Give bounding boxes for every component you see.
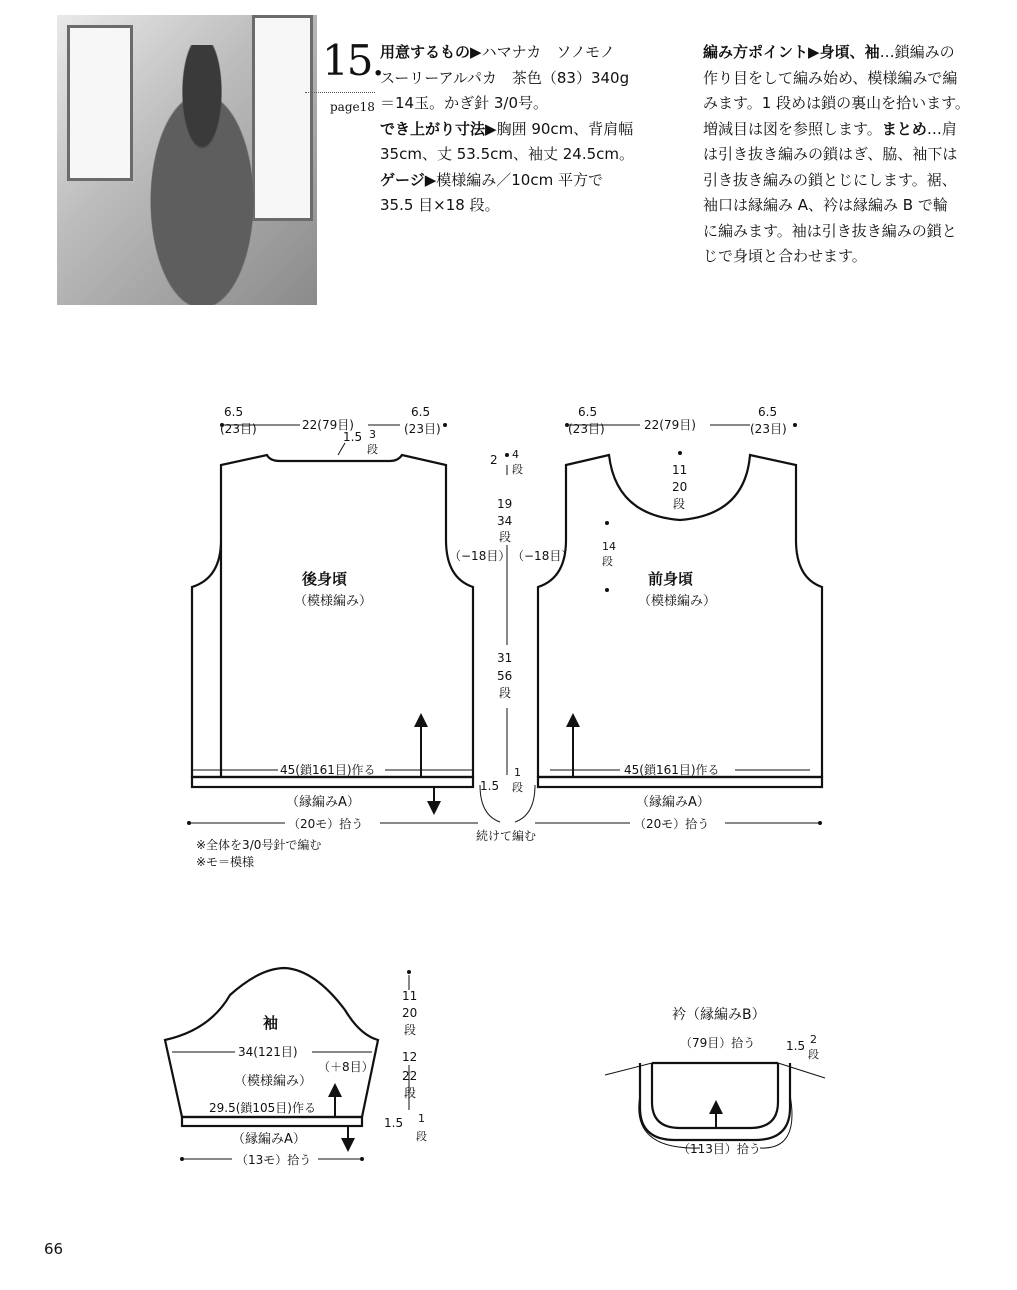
back-start-chain: 45(鎖161目)作る bbox=[280, 763, 376, 777]
collar-title: 衿（縁編みB） bbox=[672, 1007, 766, 1023]
materials-line: ハマナカ ソノモノ bbox=[481, 43, 615, 61]
size-label: でき上がり寸法 bbox=[380, 119, 486, 138]
front-shoulder-width: 6.5 bbox=[578, 405, 598, 419]
dim-dot bbox=[818, 821, 822, 825]
back-pickup: （20モ）拾う bbox=[288, 817, 364, 831]
points-label: 編み方ポイント bbox=[703, 43, 809, 61]
front-body-title: 前身頃 bbox=[648, 570, 694, 588]
hem-cm: 1.5 bbox=[480, 779, 500, 793]
front-pickup: （20モ）拾う bbox=[634, 817, 710, 831]
sleeve-increase: （＋8目） bbox=[318, 1060, 374, 1074]
body-length-cm: 31 bbox=[497, 651, 513, 665]
front-armhole-decrease: （−18目） bbox=[512, 549, 574, 563]
sleeve-cuff-band bbox=[182, 1117, 362, 1126]
sleeve-cuff-rows-unit: 段 bbox=[416, 1130, 427, 1143]
dim-dot bbox=[407, 970, 411, 974]
note-needle: ※全体を3/0号針で編む bbox=[196, 838, 322, 852]
points-line: は引き抜き編みの鎖はぎ、脇、袖下は bbox=[703, 145, 958, 163]
sleeve-body-cm: 12 bbox=[402, 1050, 418, 1064]
front-start-chain: 45(鎖161目)作る bbox=[624, 763, 720, 777]
materials-label: 用意するもの bbox=[380, 43, 471, 61]
dim-dot bbox=[187, 821, 191, 825]
back-edging: （縁編みA） bbox=[286, 795, 360, 810]
collar-inner-pickup: （79目）拾う bbox=[680, 1036, 756, 1050]
back-neck-width: 22(79目) bbox=[302, 418, 354, 432]
gauge-line: 35.5 目×18 段。 bbox=[380, 196, 500, 214]
back-hem-band bbox=[192, 777, 473, 787]
back-shoulder-width: 6.5 bbox=[224, 405, 244, 419]
shoulder-slope-rows-number: 4 bbox=[512, 448, 519, 461]
dim-line bbox=[338, 443, 345, 455]
page-number: 66 bbox=[44, 1240, 64, 1258]
page-reference: page18 bbox=[330, 100, 375, 114]
front-neck-rows-unit: 段 bbox=[673, 497, 686, 511]
body-rows-number: 56 bbox=[497, 669, 513, 683]
back-armhole-decrease: （−18目） bbox=[449, 549, 511, 563]
points-line: 袖口は縁編み A、衿は縁編み B で輪 bbox=[703, 196, 948, 214]
armhole-cm: 19 bbox=[497, 497, 513, 511]
dim-dot bbox=[605, 521, 609, 525]
gauge-line: 模様編み／10cm 平方で bbox=[436, 170, 603, 189]
materials-line: スーリーアルパカ 茶色（83）340g bbox=[380, 68, 630, 87]
size-line: 35cm、丈 53.5cm、袖丈 24.5cm。 bbox=[380, 145, 634, 163]
sleeve-width: 34(121目) bbox=[238, 1045, 298, 1059]
back-body-title: 後身頃 bbox=[302, 570, 348, 588]
sleeve-body-rows-unit: 段 bbox=[404, 1086, 417, 1100]
dim-dot bbox=[505, 453, 509, 457]
sleeve-body-rows-number: 22 bbox=[402, 1069, 418, 1083]
front-shoulder-stitches: (23目) bbox=[750, 422, 787, 436]
sleeve-cuff-rows-number: 1 bbox=[418, 1112, 425, 1125]
armhole-rows-unit: 段 bbox=[499, 530, 512, 544]
points-line: …肩 bbox=[926, 119, 957, 138]
points-line: …鎖編みの bbox=[879, 43, 955, 61]
sleeve-cap-rows-number: 20 bbox=[402, 1006, 418, 1020]
sleeve-pattern: （模様編み） bbox=[234, 1074, 313, 1089]
collar-rows-number: 2 bbox=[810, 1033, 817, 1046]
arrow-icon: ▶ bbox=[485, 119, 497, 138]
arrow-icon: ▶ bbox=[470, 43, 482, 61]
pattern-number: 15. bbox=[322, 36, 383, 85]
points-line: みます。1 段めは鎖の裏山を拾います。 bbox=[703, 94, 970, 112]
dim-dot bbox=[793, 423, 797, 427]
gauge-label: ゲージ bbox=[380, 170, 425, 189]
points-line: 増減目は図を参照します。 bbox=[703, 119, 882, 138]
dim-dot bbox=[360, 1157, 364, 1161]
arrow-icon: ▶ bbox=[424, 170, 437, 189]
points-line: 引き抜き編みの鎖とじにします。裾、 bbox=[703, 170, 957, 189]
arrow-icon: ▶ bbox=[808, 43, 820, 61]
shoulder-slope-rows-unit: 段 bbox=[512, 463, 523, 476]
back-body-outline bbox=[192, 455, 473, 777]
sleeve-start-chain: 29.5(鎖105目)作る bbox=[209, 1101, 316, 1115]
front-body-subtitle: （模様編み） bbox=[638, 594, 717, 609]
note-motif: ※モ＝模様 bbox=[196, 855, 255, 869]
points-line: に編みます。袖は引き抜き編みの鎖と bbox=[703, 221, 957, 240]
front-neck-width: 22(79目) bbox=[644, 418, 696, 432]
back-neck-depth: 1.5 bbox=[343, 430, 363, 444]
back-shoulder-stitches: (23目) bbox=[220, 422, 257, 436]
dim-dot bbox=[605, 588, 609, 592]
sleeve-pickup: （13モ）拾う bbox=[236, 1153, 312, 1167]
back-shoulder-width: 6.5 bbox=[411, 405, 431, 419]
sleeve-title: 袖 bbox=[263, 1014, 279, 1032]
front-neck-side-rows-number: 14 bbox=[602, 540, 616, 553]
front-neck-side-rows-unit: 段 bbox=[602, 555, 613, 568]
body-rows-unit: 段 bbox=[499, 686, 512, 700]
back-neck-rows-unit: 段 bbox=[367, 443, 378, 456]
dim-dot bbox=[678, 451, 682, 455]
hem-rows-number: 1 bbox=[514, 766, 521, 779]
sleeve-cap-rows-unit: 段 bbox=[404, 1023, 417, 1037]
back-shoulder-stitches: (23目) bbox=[404, 422, 441, 436]
sleeve-cuff-cm: 1.5 bbox=[384, 1116, 404, 1130]
collar-width-cm: 1.5 bbox=[786, 1039, 806, 1053]
points-line: 作り目をして編み始め、模様編みで編 bbox=[703, 68, 958, 87]
sleeve-outline bbox=[165, 968, 378, 1117]
front-shoulder-stitches: (23目) bbox=[568, 422, 605, 436]
back-body-subtitle: （模様編み） bbox=[294, 594, 373, 609]
hem-rows-unit: 段 bbox=[512, 781, 523, 794]
dim-line bbox=[605, 1063, 652, 1075]
points-line: じで身頃と合わせます。 bbox=[703, 247, 867, 265]
front-shoulder-width: 6.5 bbox=[758, 405, 778, 419]
dim-dot bbox=[180, 1157, 184, 1161]
sleeve-edging: （縁編みA） bbox=[232, 1132, 306, 1147]
dim-dot bbox=[443, 423, 447, 427]
finishing-label: まとめ bbox=[881, 119, 927, 138]
materials-line: ＝14玉。かぎ針 3/0号。 bbox=[380, 94, 548, 112]
size-line: 胸囲 90cm、背肩幅 bbox=[496, 119, 634, 138]
front-neck-rows-number: 20 bbox=[672, 480, 688, 494]
front-neck-depth: 11 bbox=[672, 463, 688, 477]
front-edging: （縁編みA） bbox=[636, 795, 710, 810]
collar-rows-unit: 段 bbox=[808, 1048, 819, 1061]
armhole-rows-number: 34 bbox=[497, 514, 513, 528]
dim-line bbox=[778, 1063, 825, 1078]
shoulder-slope-cm: 2 bbox=[490, 453, 498, 467]
back-neck-rows-number: 3 bbox=[369, 428, 376, 441]
continue-knitting: 続けて編む bbox=[476, 829, 537, 843]
sleeve-cap-cm: 11 bbox=[402, 989, 418, 1003]
front-hem-band bbox=[538, 777, 822, 787]
collar-outer-pickup: （113目）拾う bbox=[678, 1142, 761, 1156]
points-section: 身頃、袖 bbox=[819, 43, 880, 61]
